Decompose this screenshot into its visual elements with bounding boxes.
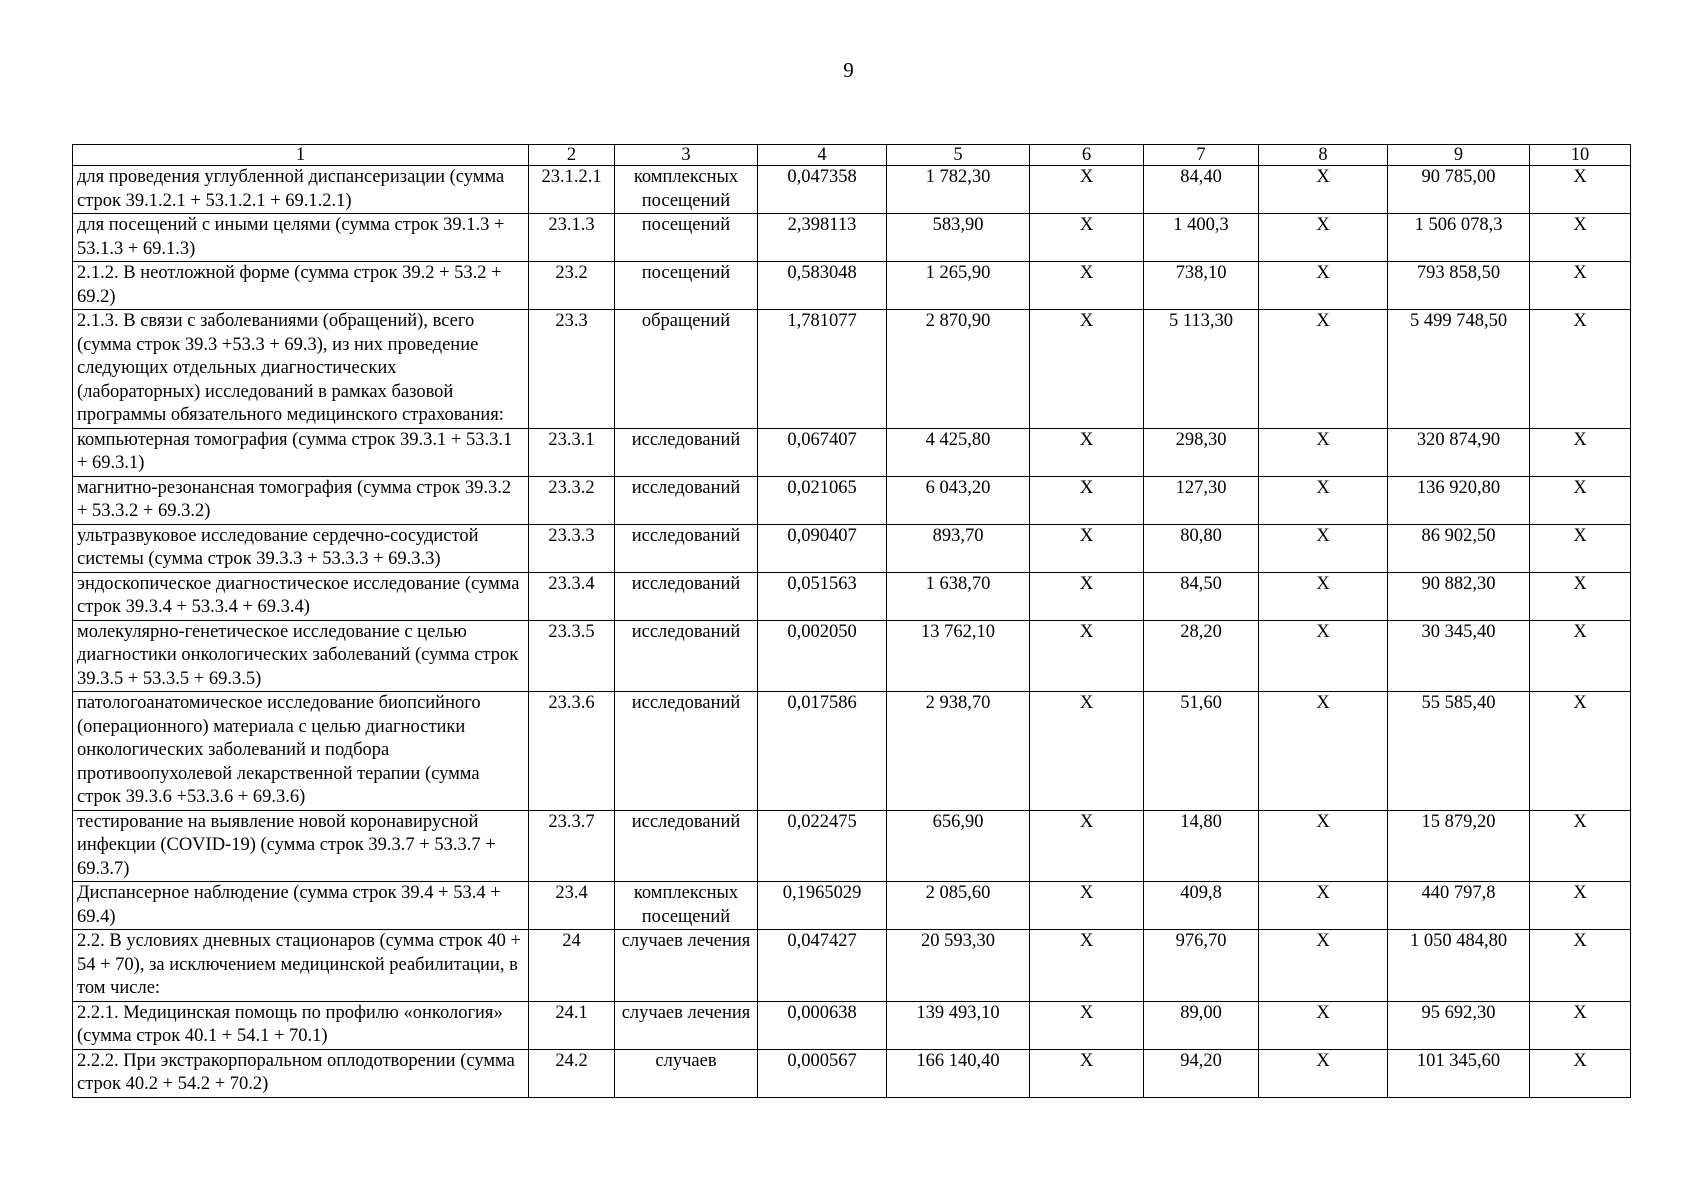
col8-value-cell: Х: [1259, 166, 1388, 214]
col8-value-cell: Х: [1259, 620, 1388, 692]
unit-cell: случаев лечения: [615, 930, 758, 1002]
row-name-cell: Диспансерное наблюдение (сумма строк 39.4 + 53.4 + 69.4): [73, 882, 529, 930]
col8-value-cell: Х: [1259, 930, 1388, 1002]
norm-cost-cell: 13 762,10: [887, 620, 1030, 692]
col7-value-cell: 127,30: [1144, 476, 1259, 524]
table-row: [73, 572, 1631, 620]
col8-value-cell: Х: [1259, 882, 1388, 930]
norm-volume-cell: 0,090407: [758, 524, 887, 572]
col7-value-cell: 84,40: [1144, 166, 1259, 214]
row-code-cell: 23.3.7: [529, 810, 615, 882]
data-table: [72, 144, 1631, 1098]
norm-volume-cell: 0,022475: [758, 810, 887, 882]
col7-value-cell: 80,80: [1144, 524, 1259, 572]
col7-value-cell: 5 113,30: [1144, 310, 1259, 429]
norm-volume-cell: 0,017586: [758, 692, 887, 811]
unit-cell: исследований: [615, 476, 758, 524]
table-row: [73, 262, 1631, 310]
unit-cell: комплексных посещений: [615, 166, 758, 214]
page-number: 9: [843, 58, 854, 82]
col9-value-cell: 95 692,30: [1388, 1001, 1530, 1049]
col8-value-cell: Х: [1259, 310, 1388, 429]
unit-cell: посещений: [615, 262, 758, 310]
column-header: 1: [73, 145, 529, 166]
norm-volume-cell: 0,051563: [758, 572, 887, 620]
column-header: 9: [1388, 145, 1530, 166]
col10-value-cell: Х: [1530, 930, 1631, 1002]
row-code-cell: 24.1: [529, 1001, 615, 1049]
col10-value-cell: Х: [1530, 310, 1631, 429]
col6-value-cell: Х: [1030, 692, 1144, 811]
col10-value-cell: Х: [1530, 1001, 1631, 1049]
col10-value-cell: Х: [1530, 572, 1631, 620]
row-code-cell: 23.3.4: [529, 572, 615, 620]
col8-value-cell: Х: [1259, 1049, 1388, 1097]
col9-value-cell: 5 499 748,50: [1388, 310, 1530, 429]
norm-volume-cell: 0,002050: [758, 620, 887, 692]
col9-value-cell: 90 785,00: [1388, 166, 1530, 214]
row-name-cell: молекулярно-генетическое исследование с целью диагностики онкологических заболеваний (сумма строк 39.3.5 + 53.3.5 + 69.3.5): [73, 620, 529, 692]
col10-value-cell: Х: [1530, 262, 1631, 310]
norm-volume-cell: 0,1965029: [758, 882, 887, 930]
col10-value-cell: Х: [1530, 214, 1631, 262]
col6-value-cell: Х: [1030, 476, 1144, 524]
unit-cell: исследований: [615, 428, 758, 476]
col9-value-cell: 1 506 078,3: [1388, 214, 1530, 262]
norm-cost-cell: 2 938,70: [887, 692, 1030, 811]
col7-value-cell: 409,8: [1144, 882, 1259, 930]
col9-value-cell: 440 797,8: [1388, 882, 1530, 930]
col10-value-cell: Х: [1530, 1049, 1631, 1097]
col9-value-cell: 793 858,50: [1388, 262, 1530, 310]
column-header: 5: [887, 145, 1030, 166]
unit-cell: комплексных посещений: [615, 882, 758, 930]
column-number-row: [73, 145, 1631, 166]
col7-value-cell: 89,00: [1144, 1001, 1259, 1049]
row-code-cell: 23.3.6: [529, 692, 615, 811]
norm-cost-cell: 1 638,70: [887, 572, 1030, 620]
table-row: [73, 1049, 1631, 1097]
row-name-cell: 2.2. В условиях дневных стационаров (сумма строк 40 + 54 + 70), за исключением медицинской реабилитации, в том числе:: [73, 930, 529, 1002]
table-row: [73, 810, 1631, 882]
col9-value-cell: 101 345,60: [1388, 1049, 1530, 1097]
table-row: [73, 524, 1631, 572]
row-name-cell: 2.2.1. Медицинская помощь по профилю «онкология» (сумма строк 40.1 + 54.1 + 70.1): [73, 1001, 529, 1049]
col6-value-cell: Х: [1030, 214, 1144, 262]
norm-cost-cell: 4 425,80: [887, 428, 1030, 476]
col7-value-cell: 84,50: [1144, 572, 1259, 620]
column-header: 10: [1530, 145, 1631, 166]
row-name-cell: эндоскопическое диагностическое исследование (сумма строк 39.3.4 + 53.3.4 + 69.3.4): [73, 572, 529, 620]
table-row: [73, 1001, 1631, 1049]
row-code-cell: 23.1.3: [529, 214, 615, 262]
norm-cost-cell: 656,90: [887, 810, 1030, 882]
column-header: 3: [615, 145, 758, 166]
col7-value-cell: 298,30: [1144, 428, 1259, 476]
col7-value-cell: 738,10: [1144, 262, 1259, 310]
col8-value-cell: Х: [1259, 572, 1388, 620]
norm-volume-cell: 1,781077: [758, 310, 887, 429]
unit-cell: исследований: [615, 572, 758, 620]
row-code-cell: 23.3.1: [529, 428, 615, 476]
table-row: [73, 620, 1631, 692]
norm-cost-cell: 6 043,20: [887, 476, 1030, 524]
row-code-cell: 23.2: [529, 262, 615, 310]
unit-cell: обращений: [615, 310, 758, 429]
row-name-cell: 2.2.2. При экстракорпоральном оплодотворении (сумма строк 40.2 + 54.2 + 70.2): [73, 1049, 529, 1097]
table-row: [73, 428, 1631, 476]
unit-cell: исследований: [615, 620, 758, 692]
norm-cost-cell: 583,90: [887, 214, 1030, 262]
unit-cell: посещений: [615, 214, 758, 262]
column-header: 2: [529, 145, 615, 166]
norm-cost-cell: 1 782,30: [887, 166, 1030, 214]
col9-value-cell: 15 879,20: [1388, 810, 1530, 882]
col10-value-cell: Х: [1530, 882, 1631, 930]
col7-value-cell: 94,20: [1144, 1049, 1259, 1097]
unit-cell: исследований: [615, 524, 758, 572]
col6-value-cell: Х: [1030, 930, 1144, 1002]
column-header: 7: [1144, 145, 1259, 166]
col7-value-cell: 28,20: [1144, 620, 1259, 692]
col9-value-cell: 320 874,90: [1388, 428, 1530, 476]
row-code-cell: 24: [529, 930, 615, 1002]
norm-cost-cell: 2 085,60: [887, 882, 1030, 930]
unit-cell: исследований: [615, 810, 758, 882]
norm-volume-cell: 0,021065: [758, 476, 887, 524]
row-name-cell: 2.1.2. В неотложной форме (сумма строк 39.2 + 53.2 + 69.2): [73, 262, 529, 310]
norm-volume-cell: 2,398113: [758, 214, 887, 262]
table-row: [73, 310, 1631, 429]
col6-value-cell: Х: [1030, 1049, 1144, 1097]
unit-cell: случаев: [615, 1049, 758, 1097]
col10-value-cell: Х: [1530, 692, 1631, 811]
col7-value-cell: 14,80: [1144, 810, 1259, 882]
row-code-cell: 23.3.2: [529, 476, 615, 524]
column-header: 4: [758, 145, 887, 166]
row-code-cell: 24.2: [529, 1049, 615, 1097]
col6-value-cell: Х: [1030, 310, 1144, 429]
column-header: 8: [1259, 145, 1388, 166]
table-row: [73, 692, 1631, 811]
row-name-cell: 2.1.3. В связи с заболеваниями (обращений), всего (сумма строк 39.3 +53.3 + 69.3), из них проведение следующих отдельных диагностических (лабораторных) исследований в рамках базовой программы обязательного медицинского страхования:: [73, 310, 529, 429]
col6-value-cell: Х: [1030, 428, 1144, 476]
norm-cost-cell: 2 870,90: [887, 310, 1030, 429]
col9-value-cell: 1 050 484,80: [1388, 930, 1530, 1002]
col10-value-cell: Х: [1530, 810, 1631, 882]
row-code-cell: 23.3.3: [529, 524, 615, 572]
row-code-cell: 23.3: [529, 310, 615, 429]
row-code-cell: 23.1.2.1: [529, 166, 615, 214]
col9-value-cell: 136 920,80: [1388, 476, 1530, 524]
col7-value-cell: 51,60: [1144, 692, 1259, 811]
column-header: 6: [1030, 145, 1144, 166]
col6-value-cell: Х: [1030, 524, 1144, 572]
row-name-cell: для проведения углубленной диспансеризации (сумма строк 39.1.2.1 + 53.1.2.1 + 69.1.2.1): [73, 166, 529, 214]
col9-value-cell: 86 902,50: [1388, 524, 1530, 572]
col6-value-cell: Х: [1030, 620, 1144, 692]
row-code-cell: 23.4: [529, 882, 615, 930]
row-name-cell: тестирование на выявление новой коронавирусной инфекции (COVID-19) (сумма строк 39.3.7 + 53.3.7 + 69.3.7): [73, 810, 529, 882]
col8-value-cell: Х: [1259, 524, 1388, 572]
table-row: [73, 930, 1631, 1002]
col6-value-cell: Х: [1030, 810, 1144, 882]
col6-value-cell: Х: [1030, 1001, 1144, 1049]
row-name-cell: для посещений с иными целями (сумма строк 39.1.3 + 53.1.3 + 69.1.3): [73, 214, 529, 262]
col8-value-cell: Х: [1259, 262, 1388, 310]
norm-cost-cell: 139 493,10: [887, 1001, 1030, 1049]
col10-value-cell: Х: [1530, 524, 1631, 572]
unit-cell: исследований: [615, 692, 758, 811]
norm-cost-cell: 1 265,90: [887, 262, 1030, 310]
norm-volume-cell: 0,000567: [758, 1049, 887, 1097]
norm-cost-cell: 20 593,30: [887, 930, 1030, 1002]
col8-value-cell: Х: [1259, 476, 1388, 524]
col6-value-cell: Х: [1030, 262, 1144, 310]
norm-volume-cell: 0,067407: [758, 428, 887, 476]
col9-value-cell: 55 585,40: [1388, 692, 1530, 811]
table-row: [73, 214, 1631, 262]
norm-volume-cell: 0,000638: [758, 1001, 887, 1049]
col8-value-cell: Х: [1259, 810, 1388, 882]
table-row: [73, 882, 1631, 930]
col8-value-cell: Х: [1259, 428, 1388, 476]
col6-value-cell: Х: [1030, 572, 1144, 620]
row-name-cell: ультразвуковое исследование сердечно-сосудистой системы (сумма строк 39.3.3 + 53.3.3 + 69.3.3): [73, 524, 529, 572]
col6-value-cell: Х: [1030, 166, 1144, 214]
col10-value-cell: Х: [1530, 428, 1631, 476]
row-code-cell: 23.3.5: [529, 620, 615, 692]
col9-value-cell: 30 345,40: [1388, 620, 1530, 692]
col10-value-cell: Х: [1530, 166, 1631, 214]
row-name-cell: магнитно-резонансная томография (сумма строк 39.3.2 + 53.3.2 + 69.3.2): [73, 476, 529, 524]
col8-value-cell: Х: [1259, 692, 1388, 811]
norm-volume-cell: 0,047358: [758, 166, 887, 214]
table-row: [73, 476, 1631, 524]
norm-cost-cell: 893,70: [887, 524, 1030, 572]
table-body: [73, 145, 1631, 1098]
col7-value-cell: 976,70: [1144, 930, 1259, 1002]
col10-value-cell: Х: [1530, 476, 1631, 524]
col6-value-cell: Х: [1030, 882, 1144, 930]
col9-value-cell: 90 882,30: [1388, 572, 1530, 620]
norm-volume-cell: 0,583048: [758, 262, 887, 310]
col8-value-cell: Х: [1259, 1001, 1388, 1049]
table-row: [73, 166, 1631, 214]
col7-value-cell: 1 400,3: [1144, 214, 1259, 262]
col10-value-cell: Х: [1530, 620, 1631, 692]
col8-value-cell: Х: [1259, 214, 1388, 262]
norm-cost-cell: 166 140,40: [887, 1049, 1030, 1097]
norm-volume-cell: 0,047427: [758, 930, 887, 1002]
row-name-cell: компьютерная томография (сумма строк 39.3.1 + 53.3.1 + 69.3.1): [73, 428, 529, 476]
row-name-cell: патологоанатомическое исследование биопсийного (операционного) материала с целью диагностики онкологических заболеваний и подбора противоопухолевой лекарственной терапии (сумма строк 39.3.6 +53.3.6 + 69.3.6): [73, 692, 529, 811]
unit-cell: случаев лечения: [615, 1001, 758, 1049]
